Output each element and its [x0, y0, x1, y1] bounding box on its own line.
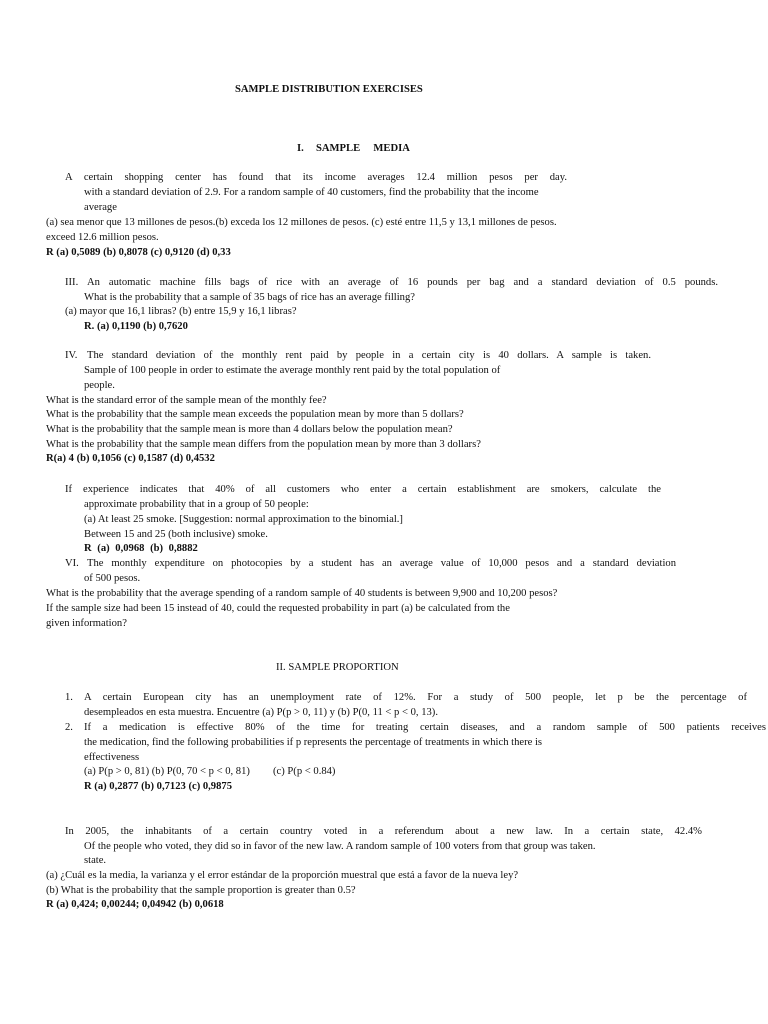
proportion-exercise-2-line-2: the medication, find the following probabilities if p represents the percentage of treatments in which there is [84, 737, 543, 748]
proportion-exercise-2-line-4a: (a) P(p > 0, 81) (b) P(0, 70 < p < 0, 81) [84, 766, 250, 777]
section-2-heading: II. SAMPLE PROPORTION [276, 662, 399, 673]
section-1-heading: SAMPLE MEDIA [316, 143, 410, 154]
proportion-exercise-3-line-5: (b) What is the probability that the sample proportion is greater than 0.5? [46, 885, 356, 896]
document-title: SAMPLE DISTRIBUTION EXERCISES [235, 84, 423, 95]
exercise-4-line-1: The standard deviation of the monthly rent paid by people in a certain city is 40 dollars. A sample is taken. [87, 350, 651, 361]
exercise-1-line-3: average [84, 202, 117, 213]
exercise-5-line-1: If experience indicates that 40% of all customers who enter a certain establishment are smokers, calculate the [65, 484, 661, 495]
proportion-exercise-2-answer: R (a) 0,2877 (b) 0,7123 (c) 0,9875 [84, 781, 232, 792]
exercise-3-line-1: An automatic machine fills bags of rice with an average of 16 pounds per bag and a standard deviation of 0.5 pounds. [87, 277, 718, 288]
proportion-exercise-3-line-3: state. [84, 855, 107, 866]
exercise-6-number: VI. [65, 558, 79, 569]
proportion-exercise-3-line-1: In 2005, the inhabitants of a certain country voted in a referendum about a new law. In a certain state, 42.4% [65, 826, 702, 837]
exercise-3-answer: R. (a) 0,1190 (b) 0,7620 [84, 321, 188, 332]
exercise-3-number: III. [65, 277, 79, 288]
exercise-4-question-b: What is the probability that the sample mean exceeds the population mean by more than 5 dollars? [46, 409, 464, 420]
exercise-6-line-5: given information? [46, 618, 127, 629]
proportion-exercise-2-number: 2. [65, 722, 73, 733]
exercise-4-question-d: What is the probability that the sample mean differs from the population mean by more than 3 dollars? [46, 439, 481, 450]
exercise-4-line-2: Sample of 100 people in order to estimate the average monthly rent paid by the total population of [84, 365, 501, 376]
exercise-6-line-1: The monthly expenditure on photocopies by a student has an average value of 10,000 pesos and a standard deviation [87, 558, 676, 569]
proportion-exercise-3-line-4: (a) ¿Cuál es la media, la varianza y el error estándar de la proporción muestral que está a favor de la nueva ley? [46, 870, 519, 881]
exercise-4-question-a: What is the standard error of the sample mean of the monthly fee? [46, 395, 327, 406]
proportion-exercise-1-line-2: desempleados en esta muestra. Encuentre (a) P(p > 0, 11) y (b) P(0, 11 < p < 0, 13). [84, 707, 438, 718]
proportion-exercise-1-number: 1. [65, 692, 73, 703]
exercise-6-line-3: What is the probability that the average spending of a random sample of 40 students is between 9,900 and 10,200 pesos? [46, 588, 558, 599]
exercise-1-line-5: exceed 12.6 million pesos. [46, 232, 159, 243]
exercise-4-question-c: What is the probability that the sample mean is more than 4 dollars below the population mean? [46, 424, 453, 435]
exercise-3-line-2: What is the probability that a sample of 35 bags of rice has an average filling? [84, 292, 415, 303]
exercise-5-line-2: approximate probability that in a group of 50 people: [84, 499, 309, 510]
exercise-4-answer: R(a) 4 (b) 0,1056 (c) 0,1587 (d) 0,4532 [46, 453, 215, 464]
exercise-5-line-4: Between 15 and 25 (both inclusive) smoke. [84, 529, 268, 540]
proportion-exercise-3-answer: R (a) 0,424; 0,00244; 0,04942 (b) 0,0618 [46, 899, 224, 910]
proportion-exercise-1-line-1: A certain European city has an unemployment rate of 12%. For a study of 500 people, let p be the percentage of [84, 692, 747, 703]
exercise-6-line-2: of 500 pesos. [84, 573, 141, 584]
exercise-4-line-3: people. [84, 380, 115, 391]
exercise-1-line-4: (a) sea menor que 13 millones de pesos.(b) exceda los 12 millones de pesos. (c) esté entre 11,5 y 13,1 millones de pesos. [46, 217, 557, 228]
exercise-1-answer: R (a) 0,5089 (b) 0,8078 (c) 0,9120 (d) 0,33 [46, 247, 231, 258]
exercise-3-line-3: (a) mayor que 16,1 libras? (b) entre 15,9 y 16,1 libras? [65, 306, 297, 317]
exercise-6-line-4: If the sample size had been 15 instead of 40, could the requested probability in part (a) be calculated from the [46, 603, 510, 614]
proportion-exercise-2-line-3: effectiveness [84, 752, 140, 763]
exercise-1-line-1: A certain shopping center has found that its income averages 12.4 million pesos per day. [65, 172, 567, 183]
exercise-5-line-3: (a) At least 25 smoke. [Suggestion: normal approximation to the binomial.] [84, 514, 403, 525]
proportion-exercise-3-line-2: Of the people who voted, they did so in favor of the new law. A random sample of 100 voters from that group was taken. [84, 841, 596, 852]
exercise-5-answer: R (a) 0,0968 (b) 0,8882 [84, 543, 198, 554]
exercise-4-number: IV. [65, 350, 78, 361]
proportion-exercise-2-line-1: If a medication is effective 80% of the time for treating certain diseases, and a random sample of 500 patients receives [84, 722, 766, 733]
proportion-exercise-2-line-4b: (c) P(p < 0.84) [273, 766, 336, 777]
exercise-1-line-2: with a standard deviation of 2.9. For a random sample of 40 customers, find the probability that the income [84, 187, 539, 198]
section-1-heading-number: I. [297, 143, 304, 154]
